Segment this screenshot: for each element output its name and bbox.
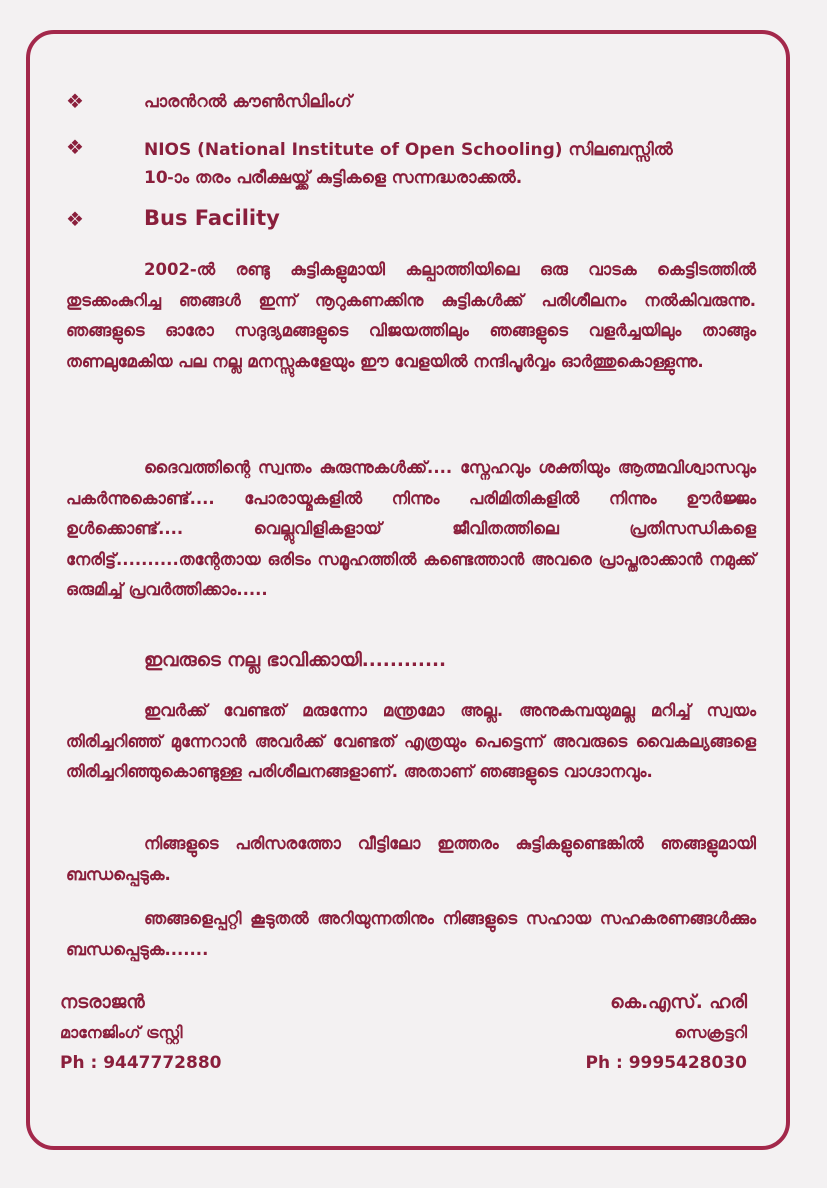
paragraph-need: ഇവർക്ക് വേണ്ടത് മരുന്നോ മന്ത്രമോ അല്ല. അനുകമ്പയുമല്ല മറിച്ച് സ്വയം തിരിച്ചറിഞ്ഞ് മുന്നേറാൻ അവർക്ക് വേണ്ടത് എത്രയും പെട്ടെന്ന് അവരുടെ വൈകല്യങ്ങളെ തിരിച്ചറിഞ്ഞുകൊണ്ടുള്ള പരിശീലനങ്ങളാണ്. അതാണ് ഞങ്ങളുടെ വാഗ്ദാനവും. xyxy=(66,701,756,781)
signature-left-name: നടരാജൻ xyxy=(60,992,145,1013)
section-heading: ഇവരുടെ നല്ല ഭാവിക്കായി............ xyxy=(144,650,447,671)
bullet-nios-line2: 10-ാം തരം പരീക്ഷയ്ക്ക് കുട്ടികളെ സന്നദ്ധരാക്കൽ. xyxy=(144,168,523,188)
signature-left-phone: Ph : 9447772880 xyxy=(60,1053,222,1073)
diamond-bullet-icon: ❖ xyxy=(66,89,84,113)
paragraph-mission: ദൈവത്തിന്റെ സ്വന്തം കുരുന്നുകൾക്ക്.... സ്നേഹവും ശക്തിയും ആത്മവിശ്വാസവും പകർന്നുകൊണ്ട്.... പോരായ്മകളിൽ നിന്നും പരിമിതികളിൽ നിന്നും ഊർജ്ജം ഉൾക്കൊണ്ട്.... വെല്ലുവിളികളായ് ജീവിതത്തിലെ പ്രതിസന്ധികളെ നേരിട്ട്..........തന്റേതായ ഒരിടം സമൂഹത്തിൽ കണ്ടെത്താൻ അവരെ പ്രാപ്തരാക്കാൻ നമുക്ക് ഒരുമിച്ച് പ്രവർത്തിക്കാം..... xyxy=(66,458,756,599)
signature-right-name: കെ.എസ്. ഹരി xyxy=(610,992,747,1013)
bullet-item-counseling xyxy=(66,90,92,116)
paragraph-history: 2002-ൽ രണ്ടു കുട്ടികളുമായി കല്പാത്തിയിലെ ഒരു വാടക കെട്ടിടത്തിൽ തുടക്കംകുറിച്ച ഞങ്ങൾ ഇന്ന് നൂറുകണക്കിനു കുട്ടികൾക്ക് പരിശീലനം നൽകിവരുന്നു. ഞങ്ങളുടെ ഓരോ സദുദ്യമങ്ങളുടെ വിജയത്തിലും ഞങ്ങളുടെ വളർച്ചയിലും താങ്ങും തണലുമേകിയ പല നല്ല മനസ്സുകളേയും ഈ വേളയിൽ നന്ദിപൂർവ്വം ഓർത്തുകൊള്ളുന്നു. xyxy=(66,260,756,371)
bullet-nios-line1: NIOS (National Institute of Open Schooling) സിലബസ്സിൽ xyxy=(144,140,673,160)
paragraph-contact: നിങ്ങളുടെ പരിസരത്തോ വീട്ടിലോ ഇത്തരം കുട്ടികളുണ്ടെങ്കിൽ ഞങ്ങളുമായി ബന്ധപ്പെടുക. xyxy=(66,834,756,884)
bullet-item-bus xyxy=(66,208,92,234)
signature-left xyxy=(60,988,221,1078)
signature-left-role: മാനേജിംഗ് ട്രസ്റ്റി xyxy=(60,1023,183,1042)
bullet-text-bus: Bus Facility xyxy=(144,206,280,230)
signature-right xyxy=(586,988,747,1078)
paragraph-support: ഞങ്ങളെപ്പറ്റി കൂടുതൽ അറിയുന്നതിനും നിങ്ങളുടെ സഹായ സഹകരണങ്ങൾക്കും ബന്ധപ്പെടുക....... xyxy=(66,909,756,959)
bullet-text-nios xyxy=(144,136,764,192)
signature-right-phone: Ph : 9995428030 xyxy=(585,1053,747,1073)
bullet-item-nios xyxy=(66,136,92,162)
signature-right-role: സെക്രട്ടറി xyxy=(674,1023,747,1042)
diamond-bullet-icon: ❖ xyxy=(66,135,84,159)
diamond-bullet-icon: ❖ xyxy=(66,207,84,231)
bullet-text-counseling: പാരൻറൽ കൗൺസിലിംഗ് xyxy=(144,92,352,112)
